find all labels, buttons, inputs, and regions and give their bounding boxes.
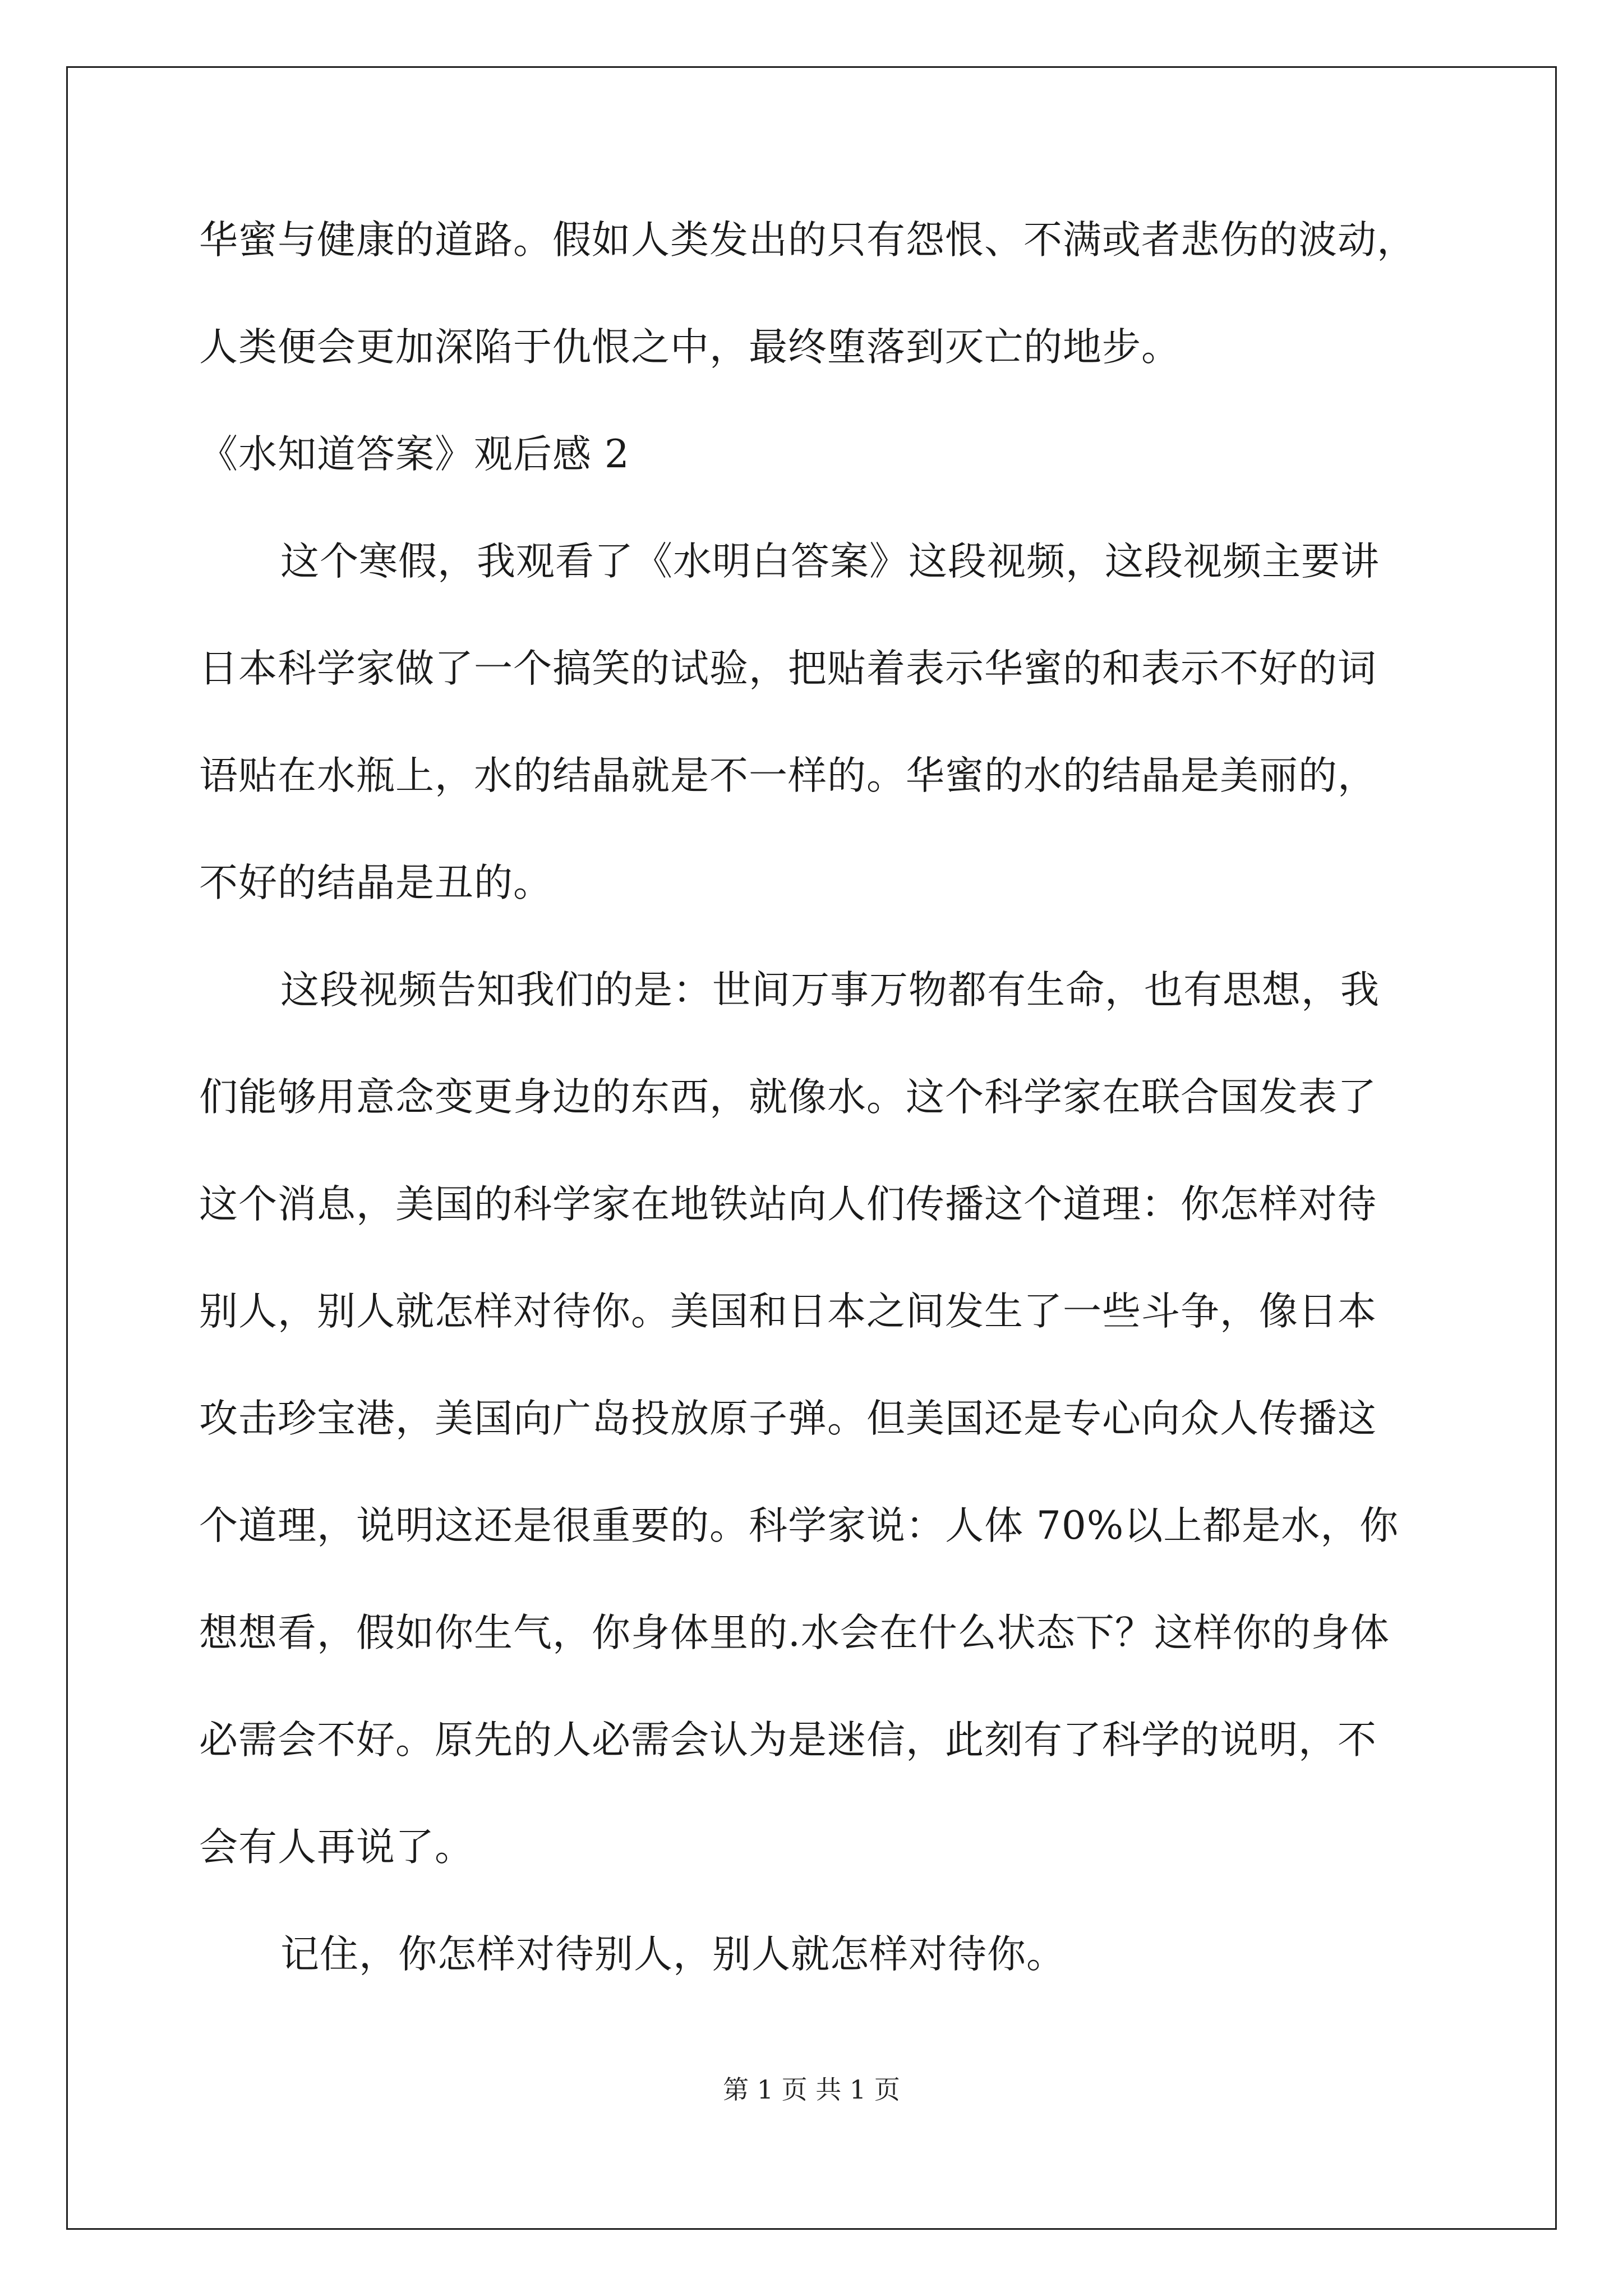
text-line: 不好的结晶是丑的。 xyxy=(199,861,552,905)
text-line: 语贴在水瓶上，水的结晶就是不一样的。华蜜的水的结晶是美丽的， xyxy=(199,753,1377,798)
text-line: 人类便会更加深陷于仇恨之中，最终堕落到灭亡的地步。 xyxy=(199,325,1181,370)
text-line: 个道理，说明这还是很重要的。科学家说：人体 70%以上都是水，你 xyxy=(199,1503,1399,1548)
text-line: 日本科学家做了一个搞笑的试验，把贴着表示华蜜的和表示不好的词 xyxy=(199,646,1377,691)
text-line: 这个消息，美国的科学家在地铁站向人们传播这个道理：你怎样对待 xyxy=(199,1182,1377,1227)
text-line: 想想看，假如你生气，你身体里的.水会在什么状态下？这样你的身体 xyxy=(199,1611,1390,1655)
paragraph-start: 这段视频告知我们的是：世间万事万物都有生命，也有思想，我 xyxy=(280,968,1380,1013)
text-line: 华蜜与健康的道路。假如人类发出的只有怨恨、不满或者悲伤的波动， xyxy=(199,218,1416,263)
paragraph-start: 这个寒假，我观看了《水明白答案》这段视频，这段视频主要讲 xyxy=(280,539,1380,584)
section-heading: 《水知道答案》观后感 2 xyxy=(199,432,630,477)
text-line: 们能够用意念变更身边的东西，就像水。这个科学家在联合国发表了 xyxy=(199,1075,1377,1120)
text-line: 会有人再说了。 xyxy=(199,1825,474,1870)
text-line: 攻击珍宝港，美国向广岛投放原子弹。但美国还是专心向众人传播这 xyxy=(199,1396,1377,1441)
document-body xyxy=(199,213,1455,1981)
text-line: 别人，别人就怎样对待你。美国和日本之间发生了一些斗争，像日本 xyxy=(199,1289,1377,1334)
text-line: 必需会不好。原先的人必需会认为是迷信，此刻有了科学的说明，不 xyxy=(199,1718,1377,1763)
page-number: 第 1 页 共 1 页 xyxy=(723,2074,900,2105)
paragraph-start: 记住，你怎样对待别人，别人就怎样对待你。 xyxy=(280,1932,1066,1977)
